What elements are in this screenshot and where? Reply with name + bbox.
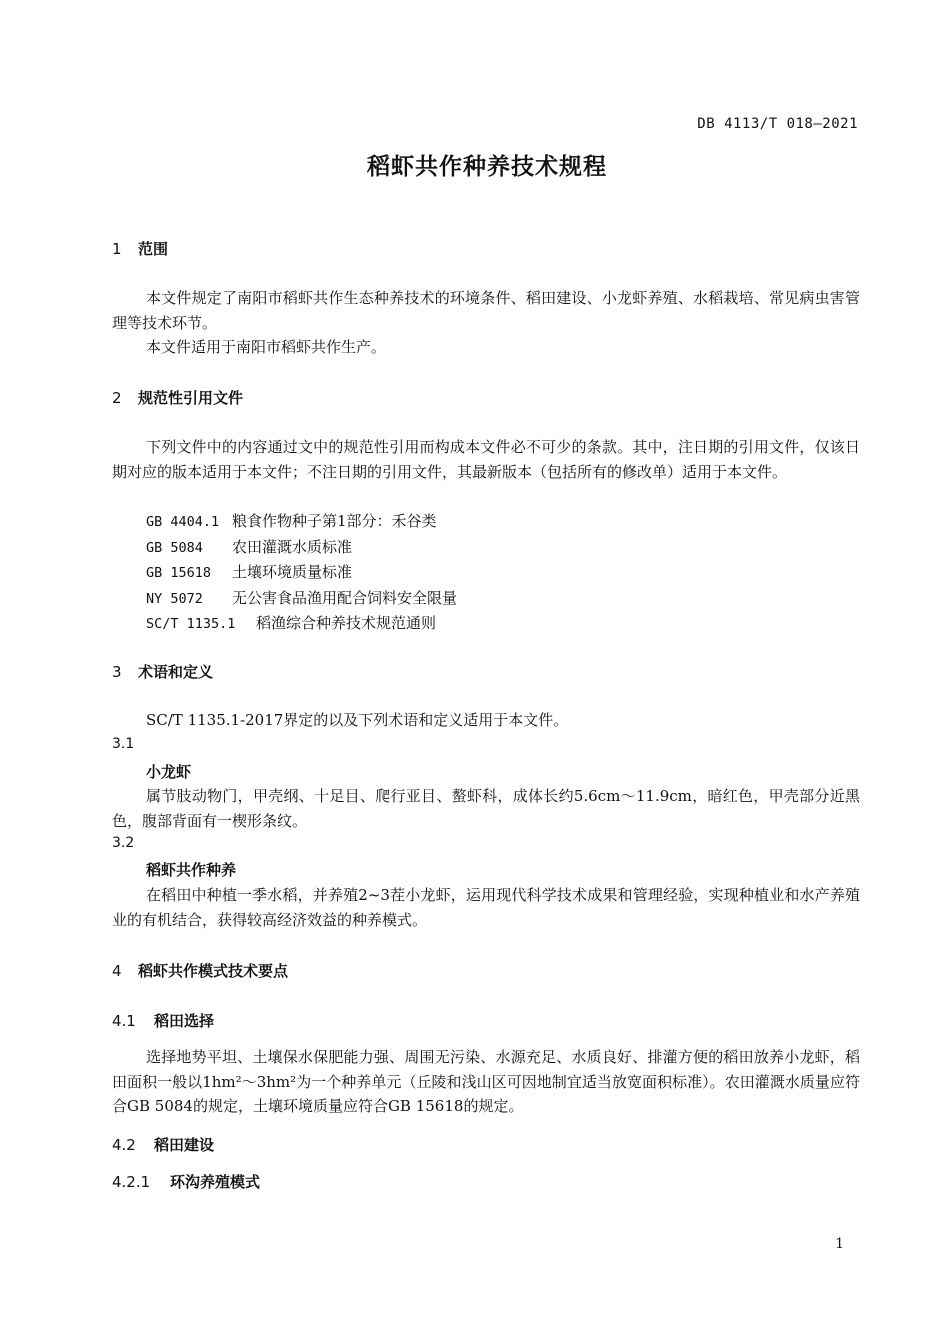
reference-item <box>146 586 457 612</box>
section-title: 术语和定义 <box>138 663 214 681</box>
term-number: 3.2 <box>112 835 135 851</box>
section-title: 稻虾共作模式技术要点 <box>138 962 289 980</box>
reference-item <box>146 535 457 561</box>
section-4-heading <box>112 960 288 981</box>
subsection-4-2-heading <box>112 1134 214 1155</box>
reference-name: 土壤环境质量标准 <box>232 563 353 581</box>
section-2-paragraph-1: 下列文件中的内容通过文中的规范性引用而构成本文件必不可少的条款。其中，注日期的引用文件，仅该日期对应的版本适用于本文件；不注日期的引用文件，其最新版本（包括所有的修改单）适用于本文件。 <box>112 438 860 481</box>
reference-name: 粮食作物种子第1部分：禾谷类 <box>232 512 437 530</box>
reference-item <box>146 509 457 535</box>
reference-code: GB 5084 <box>146 539 203 556</box>
reference-code: GB 15618 <box>146 565 212 581</box>
subsection-4-1-heading <box>112 1010 214 1031</box>
reference-name: 稻渔综合种养技术规范通则 <box>256 614 437 632</box>
term-definition: 属节肢动物门，甲壳纲、十足目、爬行亚目、螯虾科，成体长约5.6cm～11.9cm，暗红色，甲壳部分近黑色，腹部背面有一楔形条纹。 <box>112 787 860 830</box>
section-number: 1 <box>112 240 122 258</box>
reference-code: NY 5072 <box>146 590 203 607</box>
normative-references-list <box>146 509 457 637</box>
section-3-paragraph-1: SC/T 1135.1-2017界定的以及下列术语和定义适用于本文件。 <box>146 711 569 729</box>
section-number: 2 <box>112 389 122 407</box>
section-number: 4.2 <box>112 1136 136 1154</box>
reference-item <box>146 611 457 637</box>
reference-name: 农田灌溉水质标准 <box>232 537 353 556</box>
section-title: 环沟养殖模式 <box>170 1173 261 1191</box>
section-1-paragraph-1: 本文件规定了南阳市稻虾共作生态种养技术的环境条件、稻田建设、小龙虾养殖、水稻栽培、常见病虫害管理等技术环节。 <box>112 289 860 332</box>
term-name: 小龙虾 <box>146 763 192 781</box>
section-title: 稻田选择 <box>154 1012 215 1030</box>
section-2-heading <box>112 387 243 408</box>
section-number: 4.2.1 <box>112 1173 151 1191</box>
reference-code: GB 4404.1 <box>146 514 220 530</box>
section-title: 稻田建设 <box>154 1136 215 1154</box>
term-definition: 在稻田中种植一季水稻，并养殖2~3茬小龙虾，运用现代科学技术成果和管理经验，实现种植业和水产养殖业的有机结合，获得较高经济效益的种养模式。 <box>112 886 860 929</box>
term-name: 稻虾共作种养 <box>146 861 237 879</box>
section-3-heading <box>112 661 213 682</box>
section-title: 范围 <box>138 240 169 258</box>
subsection-4-2-1-heading <box>112 1171 260 1192</box>
reference-code: SC/T 1135.1 <box>146 616 236 632</box>
document-title: 稻虾共作种养技术规程 <box>367 154 607 180</box>
section-number: 4.1 <box>112 1012 136 1030</box>
section-number: 3 <box>112 663 122 681</box>
subsection-4-1-paragraph: 选择地势平坦、土壤保水保肥能力强、周围无污染、水源充足、水质良好、排灌方便的稻田放养小龙虾，稻田面积一般以1hm²～3hm²为一个种养单元（丘陵和浅山区可因地制宜适当放宽面积标准）。农田灌溉水质量应符合GB 5084的规定，土壤环境质量应符合GB 15618的规定。 <box>112 1048 860 1115</box>
page-number: 1 <box>835 1236 844 1252</box>
reference-name: 无公害食品渔用配合饲料安全限量 <box>232 588 458 607</box>
section-1-paragraph-2: 本文件适用于南阳市稻虾共作生产。 <box>146 338 387 356</box>
section-title: 规范性引用文件 <box>138 389 244 407</box>
reference-item <box>146 560 457 586</box>
section-number: 4 <box>112 962 122 980</box>
section-1-heading <box>112 238 168 259</box>
standard-number: DB 4113/T 018—2021 <box>697 116 858 132</box>
term-number: 3.1 <box>112 736 135 752</box>
